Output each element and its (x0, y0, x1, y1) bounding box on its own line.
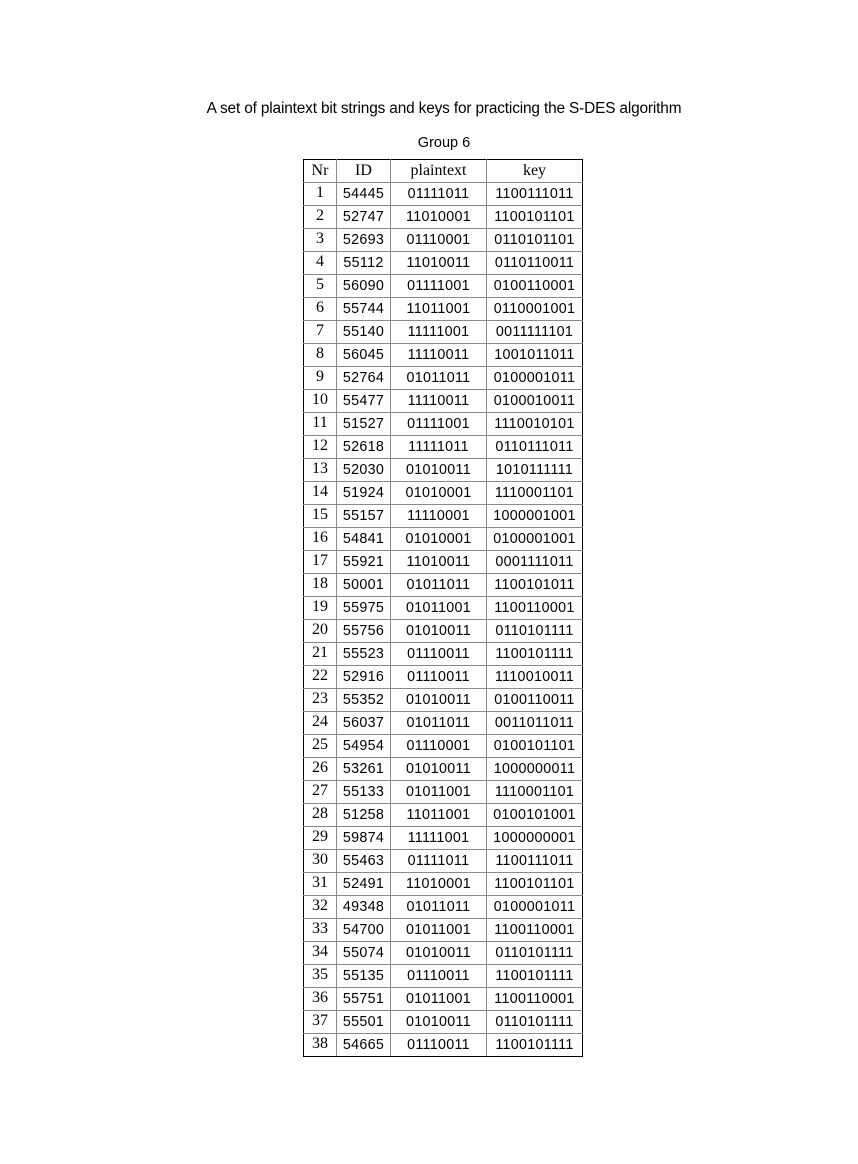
id-cell: 55140 (337, 321, 391, 344)
plaintext-cell: 01011001 (391, 988, 487, 1011)
key-cell: 1100111011 (487, 183, 583, 206)
table-row (304, 482, 583, 505)
key-cell: 0110111011 (487, 436, 583, 459)
nr-cell: 6 (304, 298, 337, 321)
nr-cell: 4 (304, 252, 337, 275)
table-row (304, 1034, 583, 1057)
column-header-key: key (487, 160, 583, 183)
table-row (304, 298, 583, 321)
plaintext-cell: 11110011 (391, 344, 487, 367)
plaintext-cell: 01010011 (391, 942, 487, 965)
nr-cell: 2 (304, 206, 337, 229)
plaintext-cell: 01111001 (391, 275, 487, 298)
id-cell: 51924 (337, 482, 391, 505)
nr-cell: 26 (304, 758, 337, 781)
plaintext-cell: 01110011 (391, 666, 487, 689)
nr-cell: 14 (304, 482, 337, 505)
table-row (304, 551, 583, 574)
plaintext-cell: 01011011 (391, 896, 487, 919)
nr-cell: 17 (304, 551, 337, 574)
table-row (304, 206, 583, 229)
key-cell: 1100101011 (487, 574, 583, 597)
table-row (304, 735, 583, 758)
table-row (304, 896, 583, 919)
id-cell: 52618 (337, 436, 391, 459)
plaintext-cell: 01011011 (391, 574, 487, 597)
plaintext-cell: 11010011 (391, 551, 487, 574)
id-cell: 56037 (337, 712, 391, 735)
table-header-row (304, 160, 583, 183)
plaintext-key-table (303, 159, 583, 1057)
table-row (304, 965, 583, 988)
nr-cell: 21 (304, 643, 337, 666)
id-cell: 55135 (337, 965, 391, 988)
group-label: Group 6 (417, 135, 471, 151)
plaintext-cell: 11010001 (391, 206, 487, 229)
nr-cell: 29 (304, 827, 337, 850)
table-row (304, 528, 583, 551)
plaintext-cell: 01010011 (391, 758, 487, 781)
id-cell: 51527 (337, 413, 391, 436)
table-row (304, 459, 583, 482)
nr-cell: 30 (304, 850, 337, 873)
key-cell: 0100110001 (487, 275, 583, 298)
id-cell: 52916 (337, 666, 391, 689)
plaintext-cell: 11111011 (391, 436, 487, 459)
id-cell: 52747 (337, 206, 391, 229)
table-row (304, 620, 583, 643)
table-row (304, 827, 583, 850)
nr-cell: 5 (304, 275, 337, 298)
id-cell: 52764 (337, 367, 391, 390)
key-cell: 0110101101 (487, 229, 583, 252)
table-row (304, 505, 583, 528)
plaintext-cell: 01010001 (391, 482, 487, 505)
nr-cell: 16 (304, 528, 337, 551)
table-row (304, 758, 583, 781)
id-cell: 55112 (337, 252, 391, 275)
nr-cell: 27 (304, 781, 337, 804)
plaintext-cell: 11011001 (391, 298, 487, 321)
nr-cell: 34 (304, 942, 337, 965)
plaintext-cell: 01110011 (391, 643, 487, 666)
plaintext-cell: 01110001 (391, 229, 487, 252)
plaintext-cell: 11110001 (391, 505, 487, 528)
table-row (304, 413, 583, 436)
key-cell: 1100101101 (487, 873, 583, 896)
nr-cell: 33 (304, 919, 337, 942)
nr-cell: 24 (304, 712, 337, 735)
id-cell: 55523 (337, 643, 391, 666)
id-cell: 52693 (337, 229, 391, 252)
plaintext-cell: 01111011 (391, 850, 487, 873)
table-body (304, 183, 583, 1057)
id-cell: 56045 (337, 344, 391, 367)
table-row (304, 988, 583, 1011)
key-cell: 1001011011 (487, 344, 583, 367)
id-cell: 54700 (337, 919, 391, 942)
table-row (304, 436, 583, 459)
nr-cell: 35 (304, 965, 337, 988)
column-header-plaintext: plaintext (391, 160, 487, 183)
plaintext-cell: 01011001 (391, 781, 487, 804)
nr-cell: 22 (304, 666, 337, 689)
key-cell: 1110001101 (487, 482, 583, 505)
key-cell: 1000000001 (487, 827, 583, 850)
plaintext-cell: 11011001 (391, 804, 487, 827)
id-cell: 55756 (337, 620, 391, 643)
id-cell: 55352 (337, 689, 391, 712)
nr-cell: 7 (304, 321, 337, 344)
table-row (304, 574, 583, 597)
id-cell: 54841 (337, 528, 391, 551)
id-cell: 55501 (337, 1011, 391, 1034)
plaintext-cell: 01110011 (391, 965, 487, 988)
table-row (304, 689, 583, 712)
key-cell: 0100001011 (487, 367, 583, 390)
table-row (304, 643, 583, 666)
table-row (304, 275, 583, 298)
plaintext-cell: 01111011 (391, 183, 487, 206)
id-cell: 49348 (337, 896, 391, 919)
key-cell: 0110001001 (487, 298, 583, 321)
table-row (304, 229, 583, 252)
nr-cell: 25 (304, 735, 337, 758)
column-header-id: ID (337, 160, 391, 183)
table-row (304, 873, 583, 896)
key-cell: 1110001101 (487, 781, 583, 804)
nr-cell: 1 (304, 183, 337, 206)
id-cell: 55133 (337, 781, 391, 804)
nr-cell: 31 (304, 873, 337, 896)
nr-cell: 15 (304, 505, 337, 528)
nr-cell: 8 (304, 344, 337, 367)
key-cell: 1100110001 (487, 597, 583, 620)
table-row (304, 804, 583, 827)
key-cell: 1100101111 (487, 965, 583, 988)
document-title: A set of plaintext bit strings and keys for practicing the S-DES algorithm (206, 100, 682, 117)
id-cell: 59874 (337, 827, 391, 850)
table-row (304, 781, 583, 804)
key-cell: 1100110001 (487, 919, 583, 942)
id-cell: 55975 (337, 597, 391, 620)
id-cell: 52491 (337, 873, 391, 896)
plaintext-cell: 01010011 (391, 689, 487, 712)
plaintext-cell: 01110001 (391, 735, 487, 758)
nr-cell: 20 (304, 620, 337, 643)
table-row (304, 183, 583, 206)
key-cell: 0100101001 (487, 804, 583, 827)
nr-cell: 10 (304, 390, 337, 413)
key-cell: 0100101101 (487, 735, 583, 758)
table-row (304, 344, 583, 367)
id-cell: 55751 (337, 988, 391, 1011)
table-row (304, 321, 583, 344)
key-cell: 1100111011 (487, 850, 583, 873)
key-cell: 1000000011 (487, 758, 583, 781)
plaintext-cell: 11111001 (391, 321, 487, 344)
table-row (304, 367, 583, 390)
plaintext-cell: 11110011 (391, 390, 487, 413)
plaintext-cell: 01011011 (391, 712, 487, 735)
nr-cell: 18 (304, 574, 337, 597)
key-cell: 0110101111 (487, 1011, 583, 1034)
nr-cell: 11 (304, 413, 337, 436)
table-row (304, 712, 583, 735)
table-row (304, 666, 583, 689)
plaintext-cell: 01011001 (391, 919, 487, 942)
plaintext-cell: 01010011 (391, 459, 487, 482)
key-cell: 1100101111 (487, 1034, 583, 1057)
column-header-nr: Nr (304, 160, 337, 183)
id-cell: 51258 (337, 804, 391, 827)
nr-cell: 12 (304, 436, 337, 459)
nr-cell: 36 (304, 988, 337, 1011)
plaintext-cell: 01111001 (391, 413, 487, 436)
key-cell: 0110101111 (487, 942, 583, 965)
key-cell: 1110010011 (487, 666, 583, 689)
id-cell: 55463 (337, 850, 391, 873)
plaintext-cell: 01110011 (391, 1034, 487, 1057)
plaintext-cell: 01011011 (391, 367, 487, 390)
nr-cell: 13 (304, 459, 337, 482)
table-row (304, 850, 583, 873)
nr-cell: 19 (304, 597, 337, 620)
key-cell: 0100010011 (487, 390, 583, 413)
key-cell: 0011111101 (487, 321, 583, 344)
nr-cell: 3 (304, 229, 337, 252)
key-cell: 0110110011 (487, 252, 583, 275)
id-cell: 54954 (337, 735, 391, 758)
key-cell: 0100110011 (487, 689, 583, 712)
id-cell: 54445 (337, 183, 391, 206)
key-cell: 1000001001 (487, 505, 583, 528)
key-cell: 1100101111 (487, 643, 583, 666)
table-row (304, 1011, 583, 1034)
plaintext-cell: 01010011 (391, 620, 487, 643)
id-cell: 52030 (337, 459, 391, 482)
key-cell: 0001111011 (487, 551, 583, 574)
plaintext-cell: 11111001 (391, 827, 487, 850)
key-cell: 1100110001 (487, 988, 583, 1011)
key-cell: 1110010101 (487, 413, 583, 436)
plaintext-cell: 11010001 (391, 873, 487, 896)
plaintext-cell: 11010011 (391, 252, 487, 275)
key-cell: 0110101111 (487, 620, 583, 643)
key-cell: 1100101101 (487, 206, 583, 229)
table-row (304, 919, 583, 942)
table-row (304, 390, 583, 413)
id-cell: 53261 (337, 758, 391, 781)
plaintext-cell: 01011001 (391, 597, 487, 620)
nr-cell: 28 (304, 804, 337, 827)
key-cell: 0100001011 (487, 896, 583, 919)
id-cell: 55074 (337, 942, 391, 965)
id-cell: 56090 (337, 275, 391, 298)
nr-cell: 23 (304, 689, 337, 712)
key-cell: 0100001001 (487, 528, 583, 551)
plaintext-cell: 01010011 (391, 1011, 487, 1034)
id-cell: 55157 (337, 505, 391, 528)
key-cell: 0011011011 (487, 712, 583, 735)
id-cell: 55477 (337, 390, 391, 413)
table-row (304, 942, 583, 965)
nr-cell: 38 (304, 1034, 337, 1057)
id-cell: 55921 (337, 551, 391, 574)
id-cell: 55744 (337, 298, 391, 321)
table-row (304, 252, 583, 275)
table-row (304, 597, 583, 620)
id-cell: 54665 (337, 1034, 391, 1057)
nr-cell: 32 (304, 896, 337, 919)
nr-cell: 37 (304, 1011, 337, 1034)
id-cell: 50001 (337, 574, 391, 597)
plaintext-cell: 01010001 (391, 528, 487, 551)
key-cell: 1010111111 (487, 459, 583, 482)
nr-cell: 9 (304, 367, 337, 390)
